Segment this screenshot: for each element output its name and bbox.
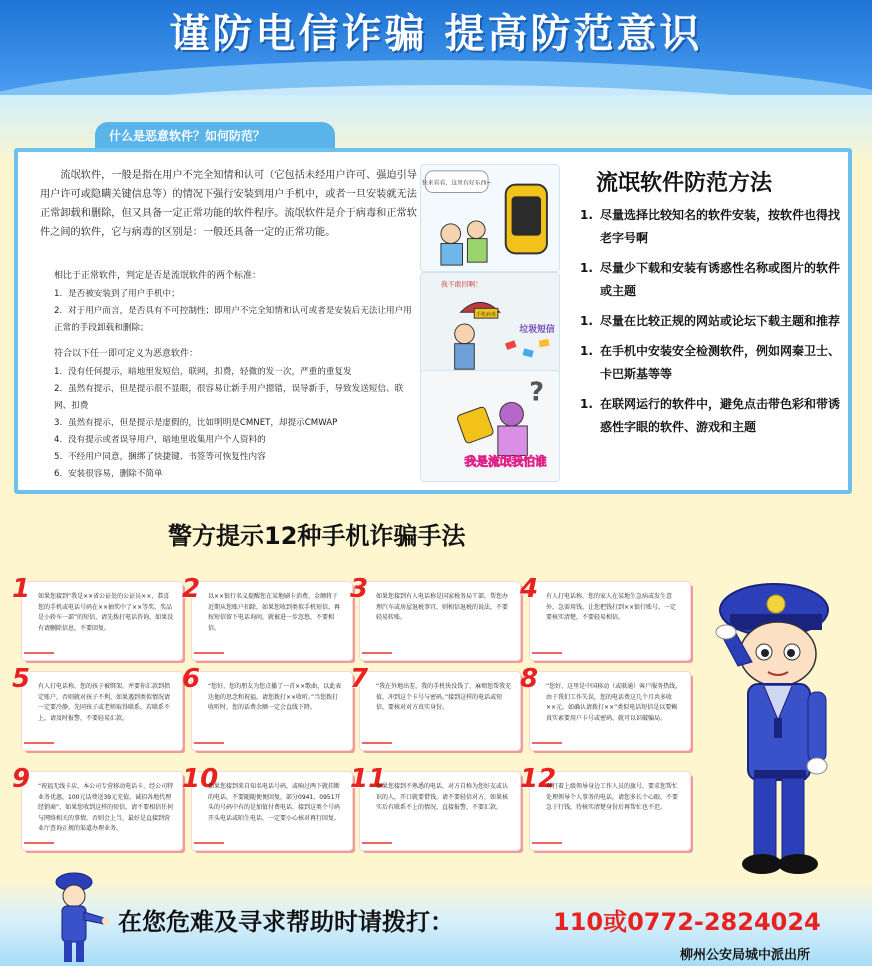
cartoon-virus-spam bbox=[420, 272, 560, 380]
list-item: 5. 不经用户同意，捆绑了快捷键、书签等可恢复性内容 bbox=[54, 452, 266, 462]
tip-text: “我在外地出差，我的手机快没钱了，麻烦您帮我充值，冲到这个卡号与密码。”接到这样的电话或短信，要核对对方真实身份。 bbox=[376, 683, 512, 711]
policewoman-illustration bbox=[38, 868, 118, 966]
cartoon-caption: 我不敢回啊！ bbox=[440, 280, 483, 289]
tip-text: “您好，您的朋友为您点播了一首××歌曲，以此表达他的思念和祝福，请您拨打××收听。”当您拨打收听时，您的话费余额一定会直线下降。 bbox=[208, 683, 342, 711]
tip-accent bbox=[362, 742, 392, 744]
list-item: 1. 在联网运行的软件中，避免点击带色彩和带诱惑性字眼的软件、游戏和主题 bbox=[580, 397, 841, 434]
tip-number: 5 bbox=[12, 664, 31, 694]
tip-number: 12 bbox=[520, 764, 557, 794]
info-panel bbox=[14, 148, 852, 494]
tip-number: 6 bbox=[182, 664, 201, 694]
tip-accent bbox=[532, 842, 562, 844]
tip-text: 有人打电话称，您的家人在某地生急病或发生意外，急需用钱，让您把钱打到××银行账号，一定要核实清楚，不要轻易相信。 bbox=[546, 593, 677, 621]
cartoon-phone-label: 手机病毒 bbox=[476, 312, 496, 319]
methods-title: 流氓软件防范方法 bbox=[596, 171, 773, 196]
page-title: 谨防电信诈骗 提高防范意识 bbox=[169, 11, 703, 57]
tip-card-3 bbox=[350, 574, 520, 660]
tip-card-1 bbox=[12, 574, 182, 660]
tip-text: 如果您接到有人电话称是国家税务局干部，帮您办理汽车或房屋退税事宜，则相信退税的说法，不要轻易转账。 bbox=[376, 593, 509, 621]
tip-number: 2 bbox=[182, 574, 201, 604]
tip-card-10 bbox=[182, 764, 352, 850]
section-tab: 什么是恶意软件？如何防范？ bbox=[95, 122, 335, 148]
list-item: 3. 虽然有提示，但是提示是虚假的，比如明明是CMNET，却提示CMWAP bbox=[54, 418, 338, 428]
tip-accent bbox=[24, 842, 54, 844]
tip-text: 有人打电话称，您的孩子被绑架，并要你汇款到指定账户，否则就对孩子不利，如果遇到类似情况请一定要冷静，先同孩子或老师取得联系，若联系不上，请及时报警，不要轻易汇款。 bbox=[38, 683, 171, 722]
tip-text: “您好，这里是中国移动（或联通）客户服务热线，由于我们工作失误，您的电话费这几个月共多收××元，如确认请拨打××”类似电话短信是以要赖真实索要用户卡号或密码，就可以识破骗局。 bbox=[546, 683, 682, 722]
list-item: 2. 虽然有提示，但是提示很不显眼，很容易让新手用户摁错，误导新手，导致发送短信、联网、扣费 bbox=[54, 384, 404, 411]
list-item: 1. 尽量选择比较知名的软件安装，按软件也得找老字号啊 bbox=[580, 208, 841, 245]
hotline-number: 110或0772-2824024 bbox=[553, 908, 821, 936]
tip-text: 如果您接到不熟悉的电话，对方自称为您好友或认识的人，开口就要借钱，请不要轻信对方，如果核实后有联系不上的情况，直接报警，不要汇款。 bbox=[376, 783, 509, 811]
intro-paragraph: 流氓软件，一般是指在用户不完全知情和认可（它包括未经用户许可、强迫引导用户许可或隐瞒关键信息等）的情况下强行安装到用户手机中，或者一旦安装就无法正常卸载和删除，但又具备一定正常功能的软件程序。流氓软件是介于病毒和正常软件之间的软件，它与病毒的区别是：一般还具备一定的正常功能。 bbox=[40, 170, 417, 238]
tip-card-9 bbox=[12, 764, 182, 850]
tip-accent bbox=[194, 652, 224, 654]
tip-accent bbox=[194, 842, 224, 844]
cartoon-phone-lure bbox=[420, 164, 560, 272]
tip-text: 对打着上级领导身边工作人员的旗号，要求您帮忙处理领导个人事务的电话，请您多长个心眼，不要急于行钱，待核实清楚身份后再帮忙也不迟。 bbox=[546, 783, 679, 811]
tip-accent bbox=[362, 652, 392, 654]
tip-number: 1 bbox=[12, 574, 31, 604]
list-item: 1. 没有任何提示，暗地里发短信，联网，扣费，轻微的发一次，严重的重复发 bbox=[54, 367, 352, 377]
tip-number: 7 bbox=[350, 664, 369, 694]
tip-text: “祝福无线卡店，本公司专营移动电话卡，经公司特业务优惠，100元话费送39元充值，诚招各地代理经销商”，如果您收到这样的短信，请不要相信任何与网络相关的事情，否则会上当，最好是直接到营业厅查询正规的渠道办理业务。 bbox=[38, 783, 174, 832]
tip-number: 10 bbox=[182, 764, 219, 794]
criteria-title: 相比于正常软件，判定是否是流氓软件的两个标准： bbox=[54, 271, 262, 281]
tip-accent bbox=[24, 742, 54, 744]
cartoon-label: 垃圾短信 bbox=[519, 324, 555, 335]
malware-list bbox=[54, 364, 414, 483]
list-item: 1. 尽量在比较正规的网站或论坛下载主题和推荐 bbox=[580, 314, 841, 328]
tip-number: 3 bbox=[350, 574, 369, 604]
list-item: 6. 安装很容易，删除不简单 bbox=[54, 469, 163, 479]
tip-number: 9 bbox=[12, 764, 31, 794]
tip-accent bbox=[194, 742, 224, 744]
list-item: 4. 没有提示或者误导用户，暗地里收集用户个人资料的 bbox=[54, 435, 266, 445]
tips-title: 警方提示12种手机诈骗手法 bbox=[168, 522, 466, 550]
cartoon-rogue bbox=[420, 370, 560, 482]
tip-card-2 bbox=[182, 574, 352, 660]
police-officer-illustration bbox=[694, 570, 862, 882]
list-item: 2. 对于用户而言，是否具有不可控制性；即用户不完全知情和认可或者是安装后无法让用户用正常的手段卸载和删除； bbox=[54, 306, 412, 333]
list-item: 1. 在手机中安装安全检测软件，例如网秦卫士、卡巴斯基等等 bbox=[580, 344, 841, 381]
tip-card-5 bbox=[12, 664, 182, 750]
cartoon-rogue-illustration bbox=[421, 371, 559, 481]
list-item: 1. 是否被安装到了用户手机中； bbox=[54, 289, 180, 299]
tip-card-8 bbox=[520, 664, 690, 750]
cartoon-virus-spam-illustration bbox=[421, 273, 559, 379]
tip-accent bbox=[532, 742, 562, 744]
police-station-name: 柳州公安局城中派出所 bbox=[680, 948, 811, 963]
tip-accent bbox=[362, 842, 392, 844]
tip-accent bbox=[532, 652, 562, 654]
tip-text: 以××银行名义提醒您在某地刷卡消费，金额将于近期从您账户扣除，如果您收到类似手机短信，再按短信留下电话询问，就被进一步忽悠，不要相信。 bbox=[208, 593, 341, 632]
tip-number: 8 bbox=[520, 664, 539, 694]
tip-number: 4 bbox=[520, 574, 539, 604]
question-mark-icon: ? bbox=[529, 377, 545, 408]
tip-accent bbox=[24, 652, 54, 654]
tip-card-11 bbox=[350, 764, 520, 850]
tip-card-4 bbox=[520, 574, 690, 660]
list-item: 1. 尽量少下载和安装有诱惑性名称或图片的软件或主题 bbox=[580, 261, 841, 298]
methods-list bbox=[580, 204, 842, 446]
criteria-list bbox=[54, 286, 414, 337]
tip-card-6 bbox=[182, 664, 352, 750]
cartoon-phone-lure-illustration bbox=[421, 165, 559, 271]
malware-title: 符合以下任一即可定义为恶意软件： bbox=[54, 349, 199, 359]
tip-text: 如果您接到来自知名电话号码，或响过两下就挂断的电话，不要随随便便回复，部分0941、0951开头的号码中有的是加值付费电话，接到这类个号码开头电话或陌生电话，一定要小心核对再行回复。 bbox=[208, 783, 341, 822]
tip-text: 如果您接到“我是××省公证处的公证员××，恭喜您的手机或电话号码在××抽奖中了××等奖，奖品是小轿车一部”的短信，请先拨打电话咨询，如果没有请删除信息，不要回复。 bbox=[38, 593, 174, 632]
cartoon-label: 我是流氓我怕谁 bbox=[464, 454, 547, 469]
cartoon-caption: 快来看看，这里有好东西~ bbox=[421, 180, 492, 187]
tip-card-12 bbox=[520, 764, 690, 850]
tip-number: 11 bbox=[350, 764, 387, 794]
tip-card-7 bbox=[350, 664, 520, 750]
hotline-label: 在您危难及寻求帮助时请拨打： bbox=[118, 908, 454, 936]
